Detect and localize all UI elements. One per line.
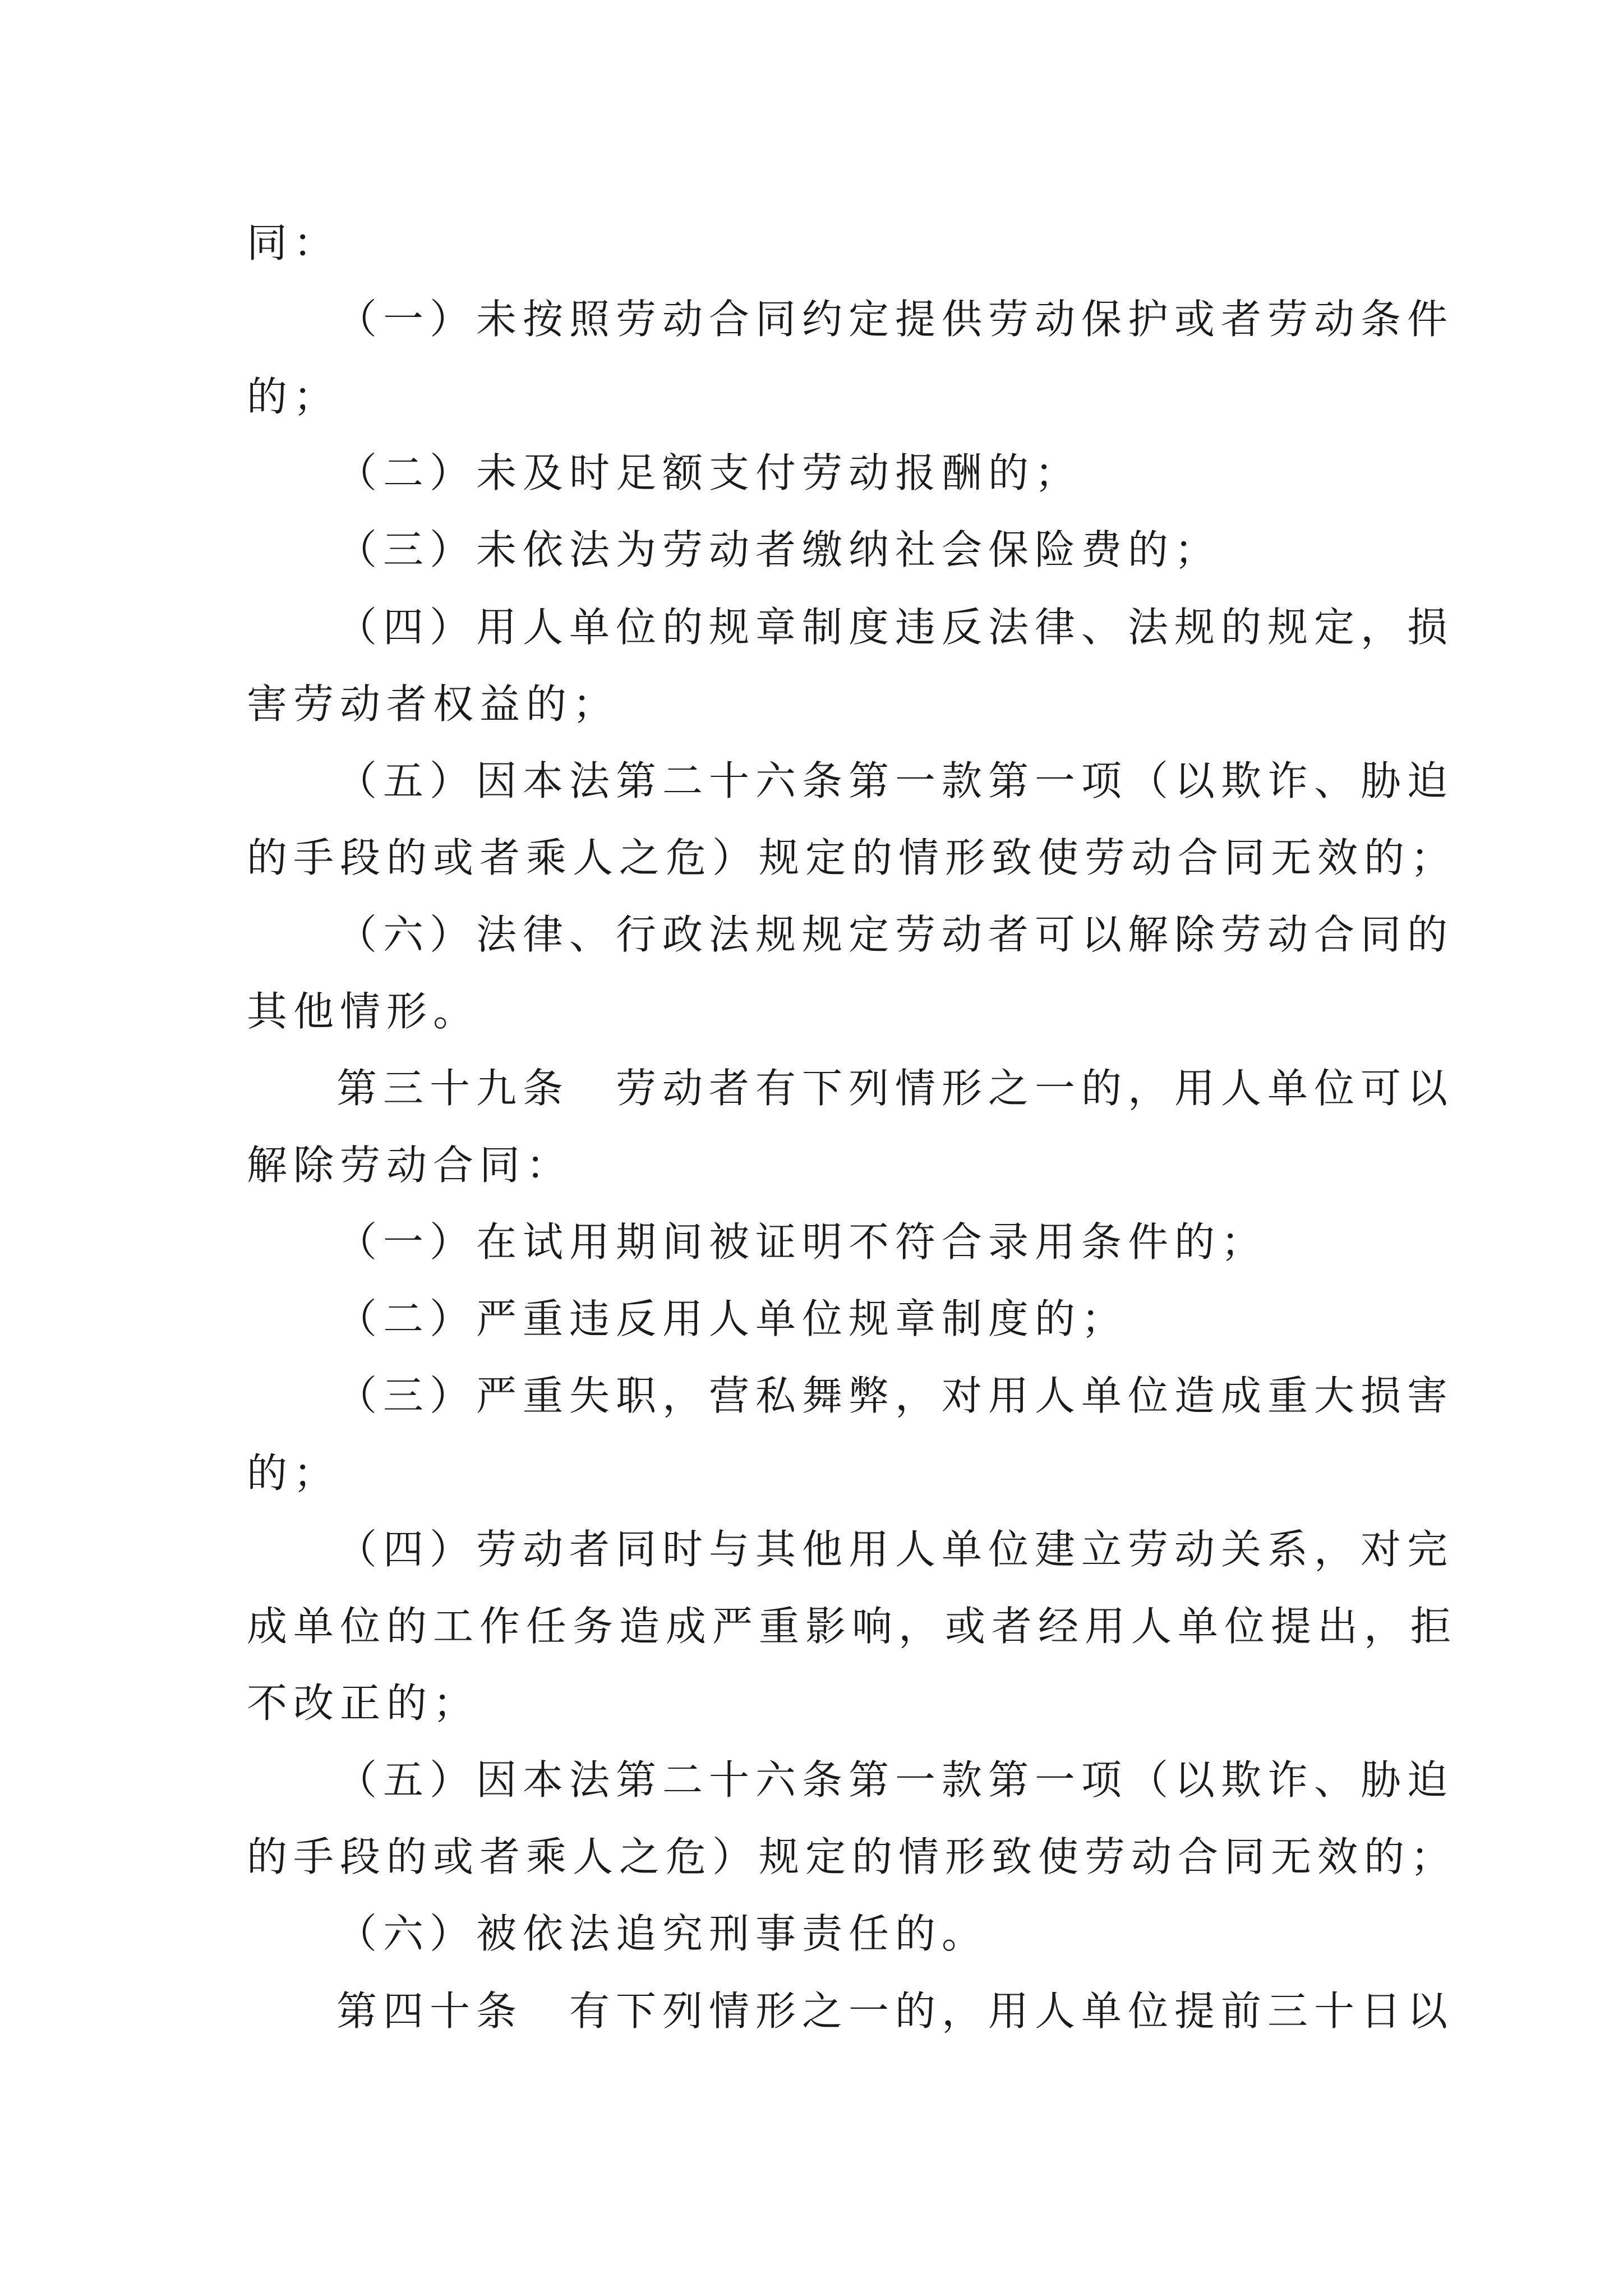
article-39-line-2: 解除劳动合同： [247,1142,573,1189]
article-39-item-4-line-1: （四）劳动者同时与其他用人单位建立劳动关系，对完 [336,1526,1454,1573]
article-39-item-3-line-2: 的； [247,1450,340,1497]
article-39-item-3-line-1: （三）严重失职，营私舞弊，对用人单位造成重大损害 [336,1372,1454,1419]
article-39-item-5-line-2: 的手段的或者乘人之危）规定的情形致使劳动合同无效的； [247,1833,1458,1880]
article-39-heading: 第三十九条 劳动者有下列情形之一的，用人单位可以 [336,1065,1454,1112]
list-item-2: （二）未及时足额支付劳动报酬的； [336,449,1082,496]
list-item-3: （三）未依法为劳动者缴纳社会保险费的； [336,526,1221,573]
list-item-6-line-1: （六）法律、行政法规规定劳动者可以解除劳动合同的 [336,911,1454,958]
article-39-item-6: （六）被依法追究刑事责任的。 [336,1910,989,1957]
article-39-item-2: （二）严重违反用人单位规章制度的； [336,1295,1128,1342]
list-item-6-line-2: 其他情形。 [247,988,480,1035]
list-item-4-line-1: （四）用人单位的规章制度违反法律、法规的规定，损 [336,604,1454,651]
article-39-item-1: （一）在试用期间被证明不符合录用条件的； [336,1218,1268,1266]
text-line-continuation: 同： [247,219,340,266]
list-item-1-line-1: （一）未按照劳动合同约定提供劳动保护或者劳动条件 [336,296,1454,343]
list-item-1-line-2: 的； [247,373,340,420]
article-40-heading: 第四十条 有下列情形之一的，用人单位提前三十日以 [336,1987,1454,2035]
list-item-5-line-2: 的手段的或者乘人之危）规定的情形致使劳动合同无效的； [247,834,1458,881]
article-39-item-4-line-3: 不改正的； [247,1680,480,1727]
list-item-5-line-1: （五）因本法第二十六条第一款第一项（以欺诈、胁迫 [336,757,1454,804]
article-39-item-5-line-1: （五）因本法第二十六条第一款第一项（以欺诈、胁迫 [336,1756,1454,1803]
article-39-item-4-line-2: 成单位的工作任务造成严重影响，或者经用人单位提出，拒 [247,1603,1458,1650]
list-item-4-line-2: 害劳动者权益的； [247,680,620,728]
